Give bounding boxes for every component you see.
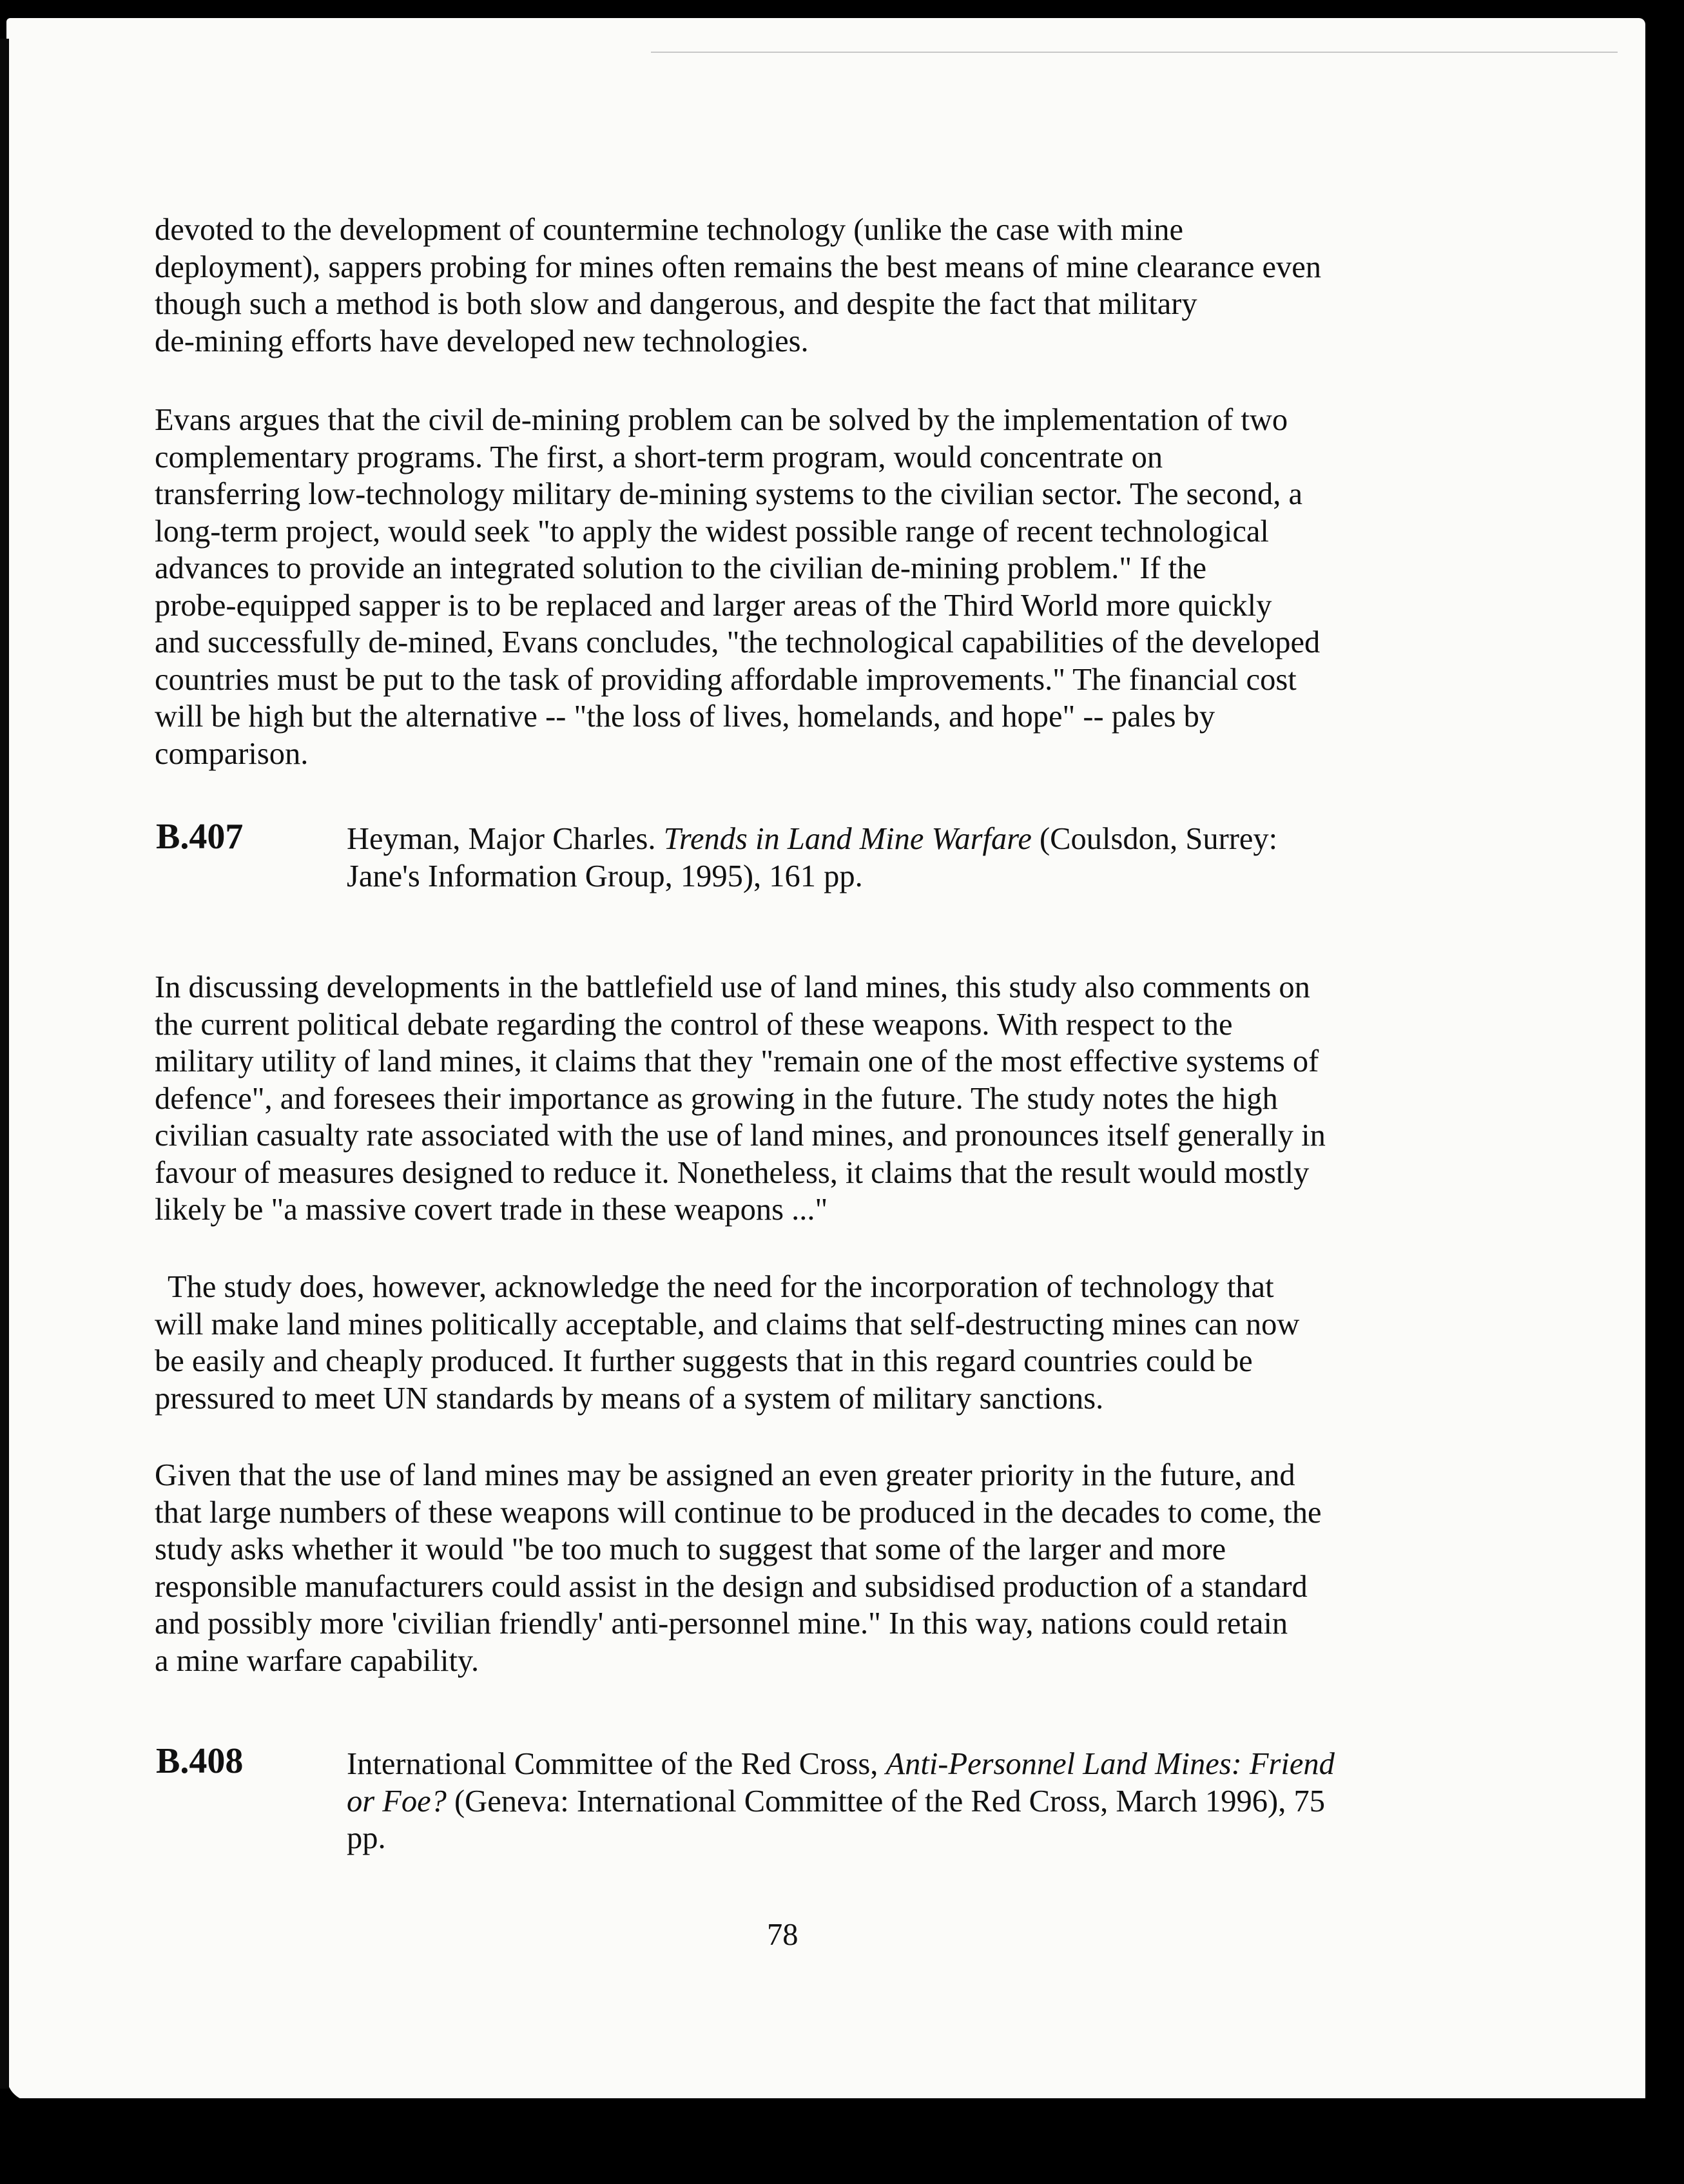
paragraph-heyman-2 [155,1269,1460,1417]
citation-title: Anti-Personnel Land Mines: Friend [886,1747,1335,1781]
citation-publisher: (Geneva: International Committee of the Red Cross, March 1996), 75 [446,1784,1325,1818]
paragraph-heyman-1 [155,969,1447,1229]
citation-line: pp. [347,1821,386,1855]
text-line: military utility of land mines, it claims that they "remain one of the most effective systems of [155,1044,1319,1078]
scan-border-left [0,39,9,2089]
entry-number-b407: B.407 [156,817,244,857]
citation-author: International Committee of the Red Cross, [347,1747,886,1781]
text-line: pressured to meet UN standards by means of a system of military sanctions. [155,1381,1104,1416]
citation-author: Heyman, Major Charles. [347,822,664,856]
paragraph-heyman-3 [155,1457,1447,1679]
paragraph-evans [155,402,1447,772]
text-line: a mine warfare capability. [155,1643,479,1678]
text-line: and possibly more 'civilian friendly' anti-personnel mine." In this way, nations could retain [155,1606,1288,1641]
text-line: and successfully de-mined, Evans concludes, "the technological capabilities of the developed [155,625,1321,659]
text-line: though such a method is both slow and dangerous, and despite the fact that military [155,287,1197,321]
text-line: transferring low-technology military de-mining systems to the civilian sector. The second, a [155,477,1303,511]
citation-title: Trends in Land Mine Warfare [663,822,1032,856]
text-line: Evans argues that the civil de-mining problem can be solved by the implementation of two [155,403,1288,437]
text-line: likely be "a massive covert trade in these weapons ..." [155,1193,828,1227]
text-line: comparison. [155,736,309,771]
text-line: study asks whether it would "be too much to suggest that some of the larger and more [155,1532,1226,1566]
citation-line: Jane's Information Group, 1995), 161 pp. [347,859,863,893]
citation-line [347,821,1455,858]
entry-citation-b407 [347,821,1455,895]
paragraph-continuation [155,211,1447,360]
top-rule [651,52,1618,53]
text-line: favour of measures designed to reduce it. Nonetheless, it claims that the result would mostly [155,1155,1310,1190]
text-line: the current political debate regarding the control of these weapons. With respect to the [155,1007,1233,1042]
document-page [6,18,1645,2101]
text-line: advances to provide an integrated solution to the civilian de-mining problem." If the [155,551,1206,585]
text-line: be easily and cheaply produced. It further suggests that in this regard countries could be [155,1344,1253,1378]
citation-line [347,1783,1455,1820]
text-line: In discussing developments in the battlefield use of land mines, this study also comments on [155,970,1310,1004]
text-line: probe-equipped sapper is to be replaced and larger areas of the Third World more quickly [155,588,1272,623]
text-line: Given that the use of land mines may be assigned an even greater priority in the future, and [155,1458,1295,1492]
text-line: responsible manufacturers could assist in the design and subsidised production of a standard [155,1569,1308,1604]
text-line: will make land mines politically acceptable, and claims that self-destructing mines can now [155,1307,1300,1341]
text-line: countries must be put to the task of providing affordable improvements." The financial cost [155,662,1297,697]
text-line: The study does, however, acknowledge the need for the incorporation of technology that [168,1270,1274,1304]
text-line: devoted to the development of countermine technology (unlike the case with mine [155,213,1183,247]
entry-citation-b408 [347,1746,1455,1857]
text-line: de-mining efforts have developed new technologies. [155,324,809,358]
scan-border-right [1647,0,1684,2184]
citation-title: or Foe? [347,1784,447,1818]
citation-publisher: (Coulsdon, Surrey: [1031,822,1278,856]
scan-border-bottom [0,2098,1684,2184]
text-line: civilian casualty rate associated with the use of land mines, and pronounces itself generally in [155,1118,1326,1153]
entry-number-b408: B.408 [156,1741,244,1781]
text-line: that large numbers of these weapons will continue to be produced in the decades to come, the [155,1495,1322,1530]
text-line: will be high but the alternative -- "the loss of lives, homelands, and hope" -- pales by [155,699,1215,734]
citation-line [347,1746,1455,1783]
text-line: complementary programs. The first, a short-term program, would concentrate on [155,440,1163,474]
page-number: 78 [767,1918,798,1952]
text-line: long-term project, would seek "to apply the widest possible range of recent technological [155,514,1269,549]
text-line: deployment), sappers probing for mines often remains the best means of mine clearance even [155,249,1322,284]
text-line: defence", and foresees their importance as growing in the future. The study notes the high [155,1081,1278,1116]
